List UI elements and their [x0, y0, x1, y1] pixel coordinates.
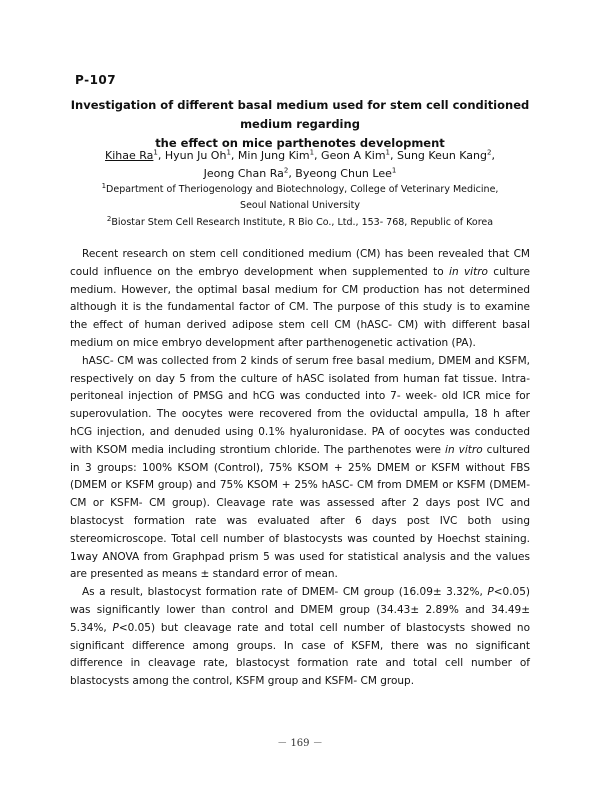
page-number: － 169 －	[277, 738, 323, 749]
paragraph-2-text-b: cultured in 3 groups: 100% KSOM (Control), 75% KSOM + 25% DMEM or KSFM without FBS (DMEM or KSFM group) and 75% KSOM + 25% hASC- CM from DMEM or KSFM (DMEM- CM or KSFM- CM group). Cleavage rate was assessed after 2 days post IVC and blastocyst formation rate was evaluated after 6 days post IVC both using stereomicroscope. Total cell number of blastocysts was counted by Hoechst staining. 1way ANOVA from Graphpad prism 5 was used for statistical analysis and the values are presented as means ± standard error of mean.	[70, 443, 531, 581]
paragraph-1-italic: in vitro	[449, 265, 488, 278]
title-line-2: the effect on mice parthenotes development	[155, 136, 445, 150]
affiliation-2-line-1: Biostar Stem Cell Research Institute, R Bio Co., Ltd., 153- 768, Republic of Korea	[111, 217, 494, 228]
paragraph-1-text-b: culture medium. However, the optimal basal medium for CM production has not determined although it is the fundamental factor of CM. The purpose of this study is to examine the effect of human derived adipose stem cell CM (hASC- CM) with different basal medium on mice embryo development after parthenogenetic activation (PA).	[70, 265, 530, 349]
paragraph-methods	[70, 353, 530, 584]
paragraph-3-text-c: <0.05) but cleavage rate and total cell number of blastocysts showed no significant difference among groups. In case of KSFM, there was no significant difference in cleavage rate, blastocyst formation rate and total cell number of blastocysts among the control, KSFM group and KSFM- CM group.	[70, 621, 530, 688]
paragraph-3-text-b: <0.05) was significantly lower than control and DMEM group (34.43± 2.89% and 34.49± 5.34%,	[70, 586, 530, 634]
affiliation-1	[60, 182, 540, 213]
poster-id: P-107	[75, 73, 117, 87]
paragraph-2-italic: in vitro	[445, 443, 483, 456]
affiliation-1-number: 1	[101, 181, 107, 190]
paragraph-results	[70, 584, 530, 691]
paragraph-3-italic-p1: P	[487, 586, 494, 599]
abstract-body	[70, 246, 530, 691]
paragraph-3-italic-p2: P	[112, 621, 119, 634]
author-list: Kihae Ra$^1$, Hyun Ju Oh$^1$, Min Jung Kim$^1$, Geon A Kim$^1$, Sung Keun Kang$^2$, Jeong Chan Ra$^2$, Byeong Chun Lee$^1$	[105, 148, 495, 180]
presenting-author: Kihae Ra	[105, 149, 154, 162]
abstract-title	[60, 96, 540, 153]
affiliation-1-line-1: Department of Theriogenology and Biotechnology, College of Veterinary Medicine,	[106, 184, 499, 195]
paragraph-2-text-a: hASC- CM was collected from 2 kinds of serum free basal medium, DMEM and KSFM, respectively on day 5 from the culture of hASC isolated from human fat tissue. Intra- peritoneal injection of PMSG and hCG was conducted into 7- week- old ICR mice for superovulation. The oocytes were recovered from the oviductal ampulla, 18 h after hCG injection, and denuded using 0.1% hyaluronidase. PA of oocytes was conducted with KSOM media including strontium chloride. The parthenotes were	[70, 354, 530, 456]
paragraph-3-text-a: As a result, blastocyst formation rate of DMEM- CM group (16.09± 3.32%,	[82, 586, 488, 599]
paragraph-introduction	[70, 246, 530, 353]
affiliation-2-number: 2	[106, 214, 112, 223]
affiliation-2	[60, 215, 540, 231]
affiliation-1-line-2: Seoul National University	[240, 199, 360, 211]
paragraph-1-text-a: Recent research on stem cell conditioned medium (CM) has been revealed that CM could influence on the embryo development when supplemented to	[70, 248, 530, 278]
title-line-1: Investigation of different basal medium used for stem cell conditioned medium regarding	[70, 98, 530, 131]
presenter-affil-mark: 1	[153, 148, 158, 157]
